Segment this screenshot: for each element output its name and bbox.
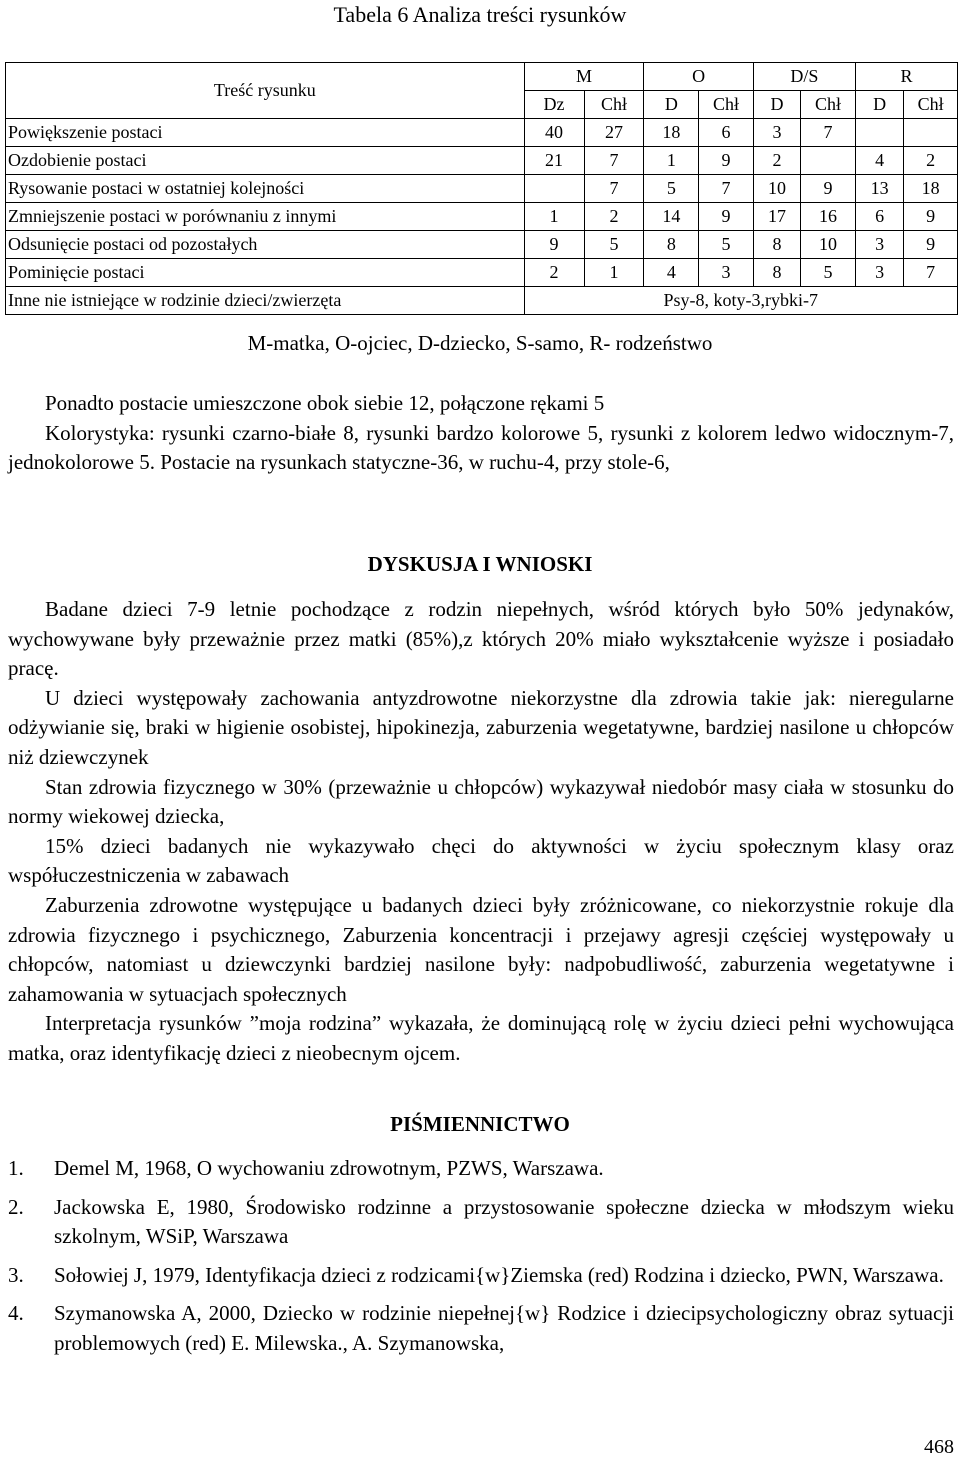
table-cell: 1: [584, 259, 644, 287]
sub-header: Chł: [584, 91, 644, 119]
table-cell: 9: [524, 231, 584, 259]
sub-header: D: [753, 91, 800, 119]
table-cell: 8: [753, 259, 800, 287]
table-cell: 2: [753, 147, 800, 175]
sub-header: D: [644, 91, 699, 119]
group-header: M: [524, 63, 644, 91]
table-cell: 2: [524, 259, 584, 287]
table-cell: 9: [801, 175, 856, 203]
table-cell: 5: [644, 175, 699, 203]
table-row: [6, 119, 958, 147]
reference-number: 2.: [8, 1194, 24, 1219]
table-cell-merged: Psy-8, koty-3,rybki-7: [524, 287, 957, 315]
table-cell: 1: [644, 147, 699, 175]
table-cell: 40: [524, 119, 584, 147]
group-header: D/S: [753, 63, 855, 91]
references-heading: PIŚMIENNICTWO: [390, 1112, 570, 1136]
discussion-paragraph: U dzieci występowały zachowania antyzdrowotne niekorzystne dla zdrowia takie jak: nieregularne odżywianie się, braki w higienie osobistej, hipokinezja, zaburzenia wegetatywne, bardziej nasilone u chłopców niż dziewczynek: [8, 685, 954, 769]
reference-item: [8, 1154, 954, 1184]
reference-number: 4.: [8, 1301, 24, 1326]
note-paragraph: Ponadto postacie umieszczone obok siebie 12, połączone rękami 5: [45, 391, 605, 415]
discussion-paragraph: 15% dzieci badanych nie wykazywało chęci do aktywności w życiu społecznym klasy oraz współuczestniczenia w zabawach: [8, 833, 954, 888]
table-cell: 4: [644, 259, 699, 287]
table-caption: Tabela 6 Analiza treści rysunków: [333, 2, 627, 27]
table-cell: [904, 119, 958, 147]
reference-number: 1.: [8, 1156, 24, 1180]
table-cell: 7: [904, 259, 958, 287]
table-cell: 6: [699, 119, 754, 147]
table-cell: 7: [584, 147, 644, 175]
table-cell: 5: [699, 231, 754, 259]
discussion-paragraph: Badane dzieci 7-9 letnie pochodzące z rodzin niepełnych, wśród których było 50% jedynaków, wychowywane były przeważnie przez matki (85%),z których 20% miało wykształcenie wyższe i posiadało pracę.: [8, 597, 954, 681]
table-cell: [801, 147, 856, 175]
row-label: Zmniejszenie postaci w porównaniu z innymi: [6, 203, 525, 231]
table-cell: 1: [524, 203, 584, 231]
table-cell: 3: [855, 231, 903, 259]
table-row: [6, 203, 958, 231]
table-cell: [855, 119, 903, 147]
table-cell: [524, 175, 584, 203]
table-row: [6, 147, 958, 175]
table-cell: 10: [753, 175, 800, 203]
table-cell: 4: [855, 147, 903, 175]
reference-text: Demel M, 1968, O wychowaniu zdrowotnym, PZWS, Warszawa.: [54, 1156, 604, 1180]
table-cell: 7: [801, 119, 856, 147]
drawing-analysis-table: [5, 62, 958, 315]
table-cell: 16: [801, 203, 856, 231]
sub-header: D: [855, 91, 903, 119]
table-cell: 27: [584, 119, 644, 147]
discussion-body: [8, 595, 954, 1069]
sub-header: Chł: [801, 91, 856, 119]
discussion-paragraph: Interpretacja rysunków ”moja rodzina” wykazała, że dominującą rolę w życiu dzieci pełni wychowująca matka, oraz identyfikację dzieci z nieobecnym ojcem.: [8, 1011, 954, 1065]
table-cell: 9: [699, 147, 754, 175]
discussion-heading: DYSKUSJA I WNIOSKI: [367, 552, 593, 576]
table-row: [6, 259, 958, 287]
row-label: Rysowanie postaci w ostatniej kolejności: [6, 175, 525, 203]
reference-item: [8, 1261, 954, 1291]
reference-number: 3.: [8, 1262, 24, 1287]
table-cell: 9: [699, 203, 754, 231]
table-cell: 2: [904, 147, 958, 175]
note-paragraph: Kolorystyka: rysunki czarno-białe 8, rysunki bardzo kolorowe 5, rysunki z kolorem ledwo widocznym-7, jednokolorowe 5. Postacie na rysunkach statyczne-36, w ruchu-4, przy stole-6,: [8, 420, 954, 475]
notes-block: [8, 389, 954, 478]
table-cell: 3: [699, 259, 754, 287]
table-cell: 14: [644, 203, 699, 231]
table-corner-label: Treść rysunku: [6, 63, 525, 119]
table-cell: 21: [524, 147, 584, 175]
sub-header: Chł: [699, 91, 754, 119]
discussion-paragraph: Stan zdrowia fizycznego w 30% (przeważnie u chłopców) wykazywał niedobór masy ciała w stosunku do normy wiekowej dziecka,: [8, 774, 954, 829]
reference-text: Jackowska E, 1980, Środowisko rodzinne a przystosowanie społeczne dziecka w młodszym wieku szkolnym, WSiP, Warszawa: [54, 1194, 954, 1249]
row-label: Odsunięcie postaci od pozostałych: [6, 231, 525, 259]
table-cell: 7: [584, 175, 644, 203]
table-cell: 7: [699, 175, 754, 203]
table-header-row-groups: [6, 63, 958, 91]
row-label: Powiększenie postaci: [6, 119, 525, 147]
group-header: R: [855, 63, 957, 91]
discussion-paragraph: Zaburzenia zdrowotne występujące u badanych dzieci były zróżnicowane, co niekorzystnie rokuje dla zdrowia fizycznego i psychicznego, Zaburzenia koncentracji i przejawy agresji częściej występowały u chłopców, natomiast u dziewczynki bardziej nasilone były: nadpobudliwość, zaburzenia wegetatywne i zahamowania w sytuacjach społecznych: [8, 892, 954, 1006]
group-header: O: [644, 63, 753, 91]
table-cell: 10: [801, 231, 856, 259]
table-cell: 2: [584, 203, 644, 231]
table-cell: 9: [904, 203, 958, 231]
table-cell: 8: [753, 231, 800, 259]
table-cell: 5: [801, 259, 856, 287]
row-label: Pominięcie postaci: [6, 259, 525, 287]
table-cell: 6: [855, 203, 903, 231]
table-cell: 18: [904, 175, 958, 203]
table-row: [6, 231, 958, 259]
page-number: 468: [924, 1436, 954, 1458]
table-cell: 8: [644, 231, 699, 259]
table-cell: 3: [855, 259, 903, 287]
table-cell: 18: [644, 119, 699, 147]
row-label: Inne nie istniejące w rodzinie dzieci/zwierzęta: [6, 287, 525, 315]
table-cell: 9: [904, 231, 958, 259]
table-row: [6, 175, 958, 203]
table-legend: M-matka, O-ojciec, D-dziecko, S-samo, R- rodzeństwo: [247, 331, 713, 355]
sub-header: Dz: [524, 91, 584, 119]
reference-item: [8, 1193, 954, 1252]
table-cell: 5: [584, 231, 644, 259]
reference-text: Szymanowska A, 2000, Dziecko w rodzinie niepełnej{w} Rodzice i dziecipsychologiczny obraz sytuacji problemowych (red) E. Milewska., A. Szymanowska,: [54, 1301, 954, 1355]
reference-item: [8, 1299, 954, 1358]
reference-text: Sołowiej J, 1979, Identyfikacja dzieci z rodzicami{w}Ziemska (red) Rodzina i dziecko, PWN, Warszawa.: [54, 1262, 944, 1287]
table-cell: 3: [753, 119, 800, 147]
table-cell: 13: [855, 175, 903, 203]
table-cell: 17: [753, 203, 800, 231]
table-row-other: [6, 287, 958, 315]
references-list: [8, 1154, 954, 1368]
sub-header: Chł: [904, 91, 958, 119]
row-label: Ozdobienie postaci: [6, 147, 525, 175]
